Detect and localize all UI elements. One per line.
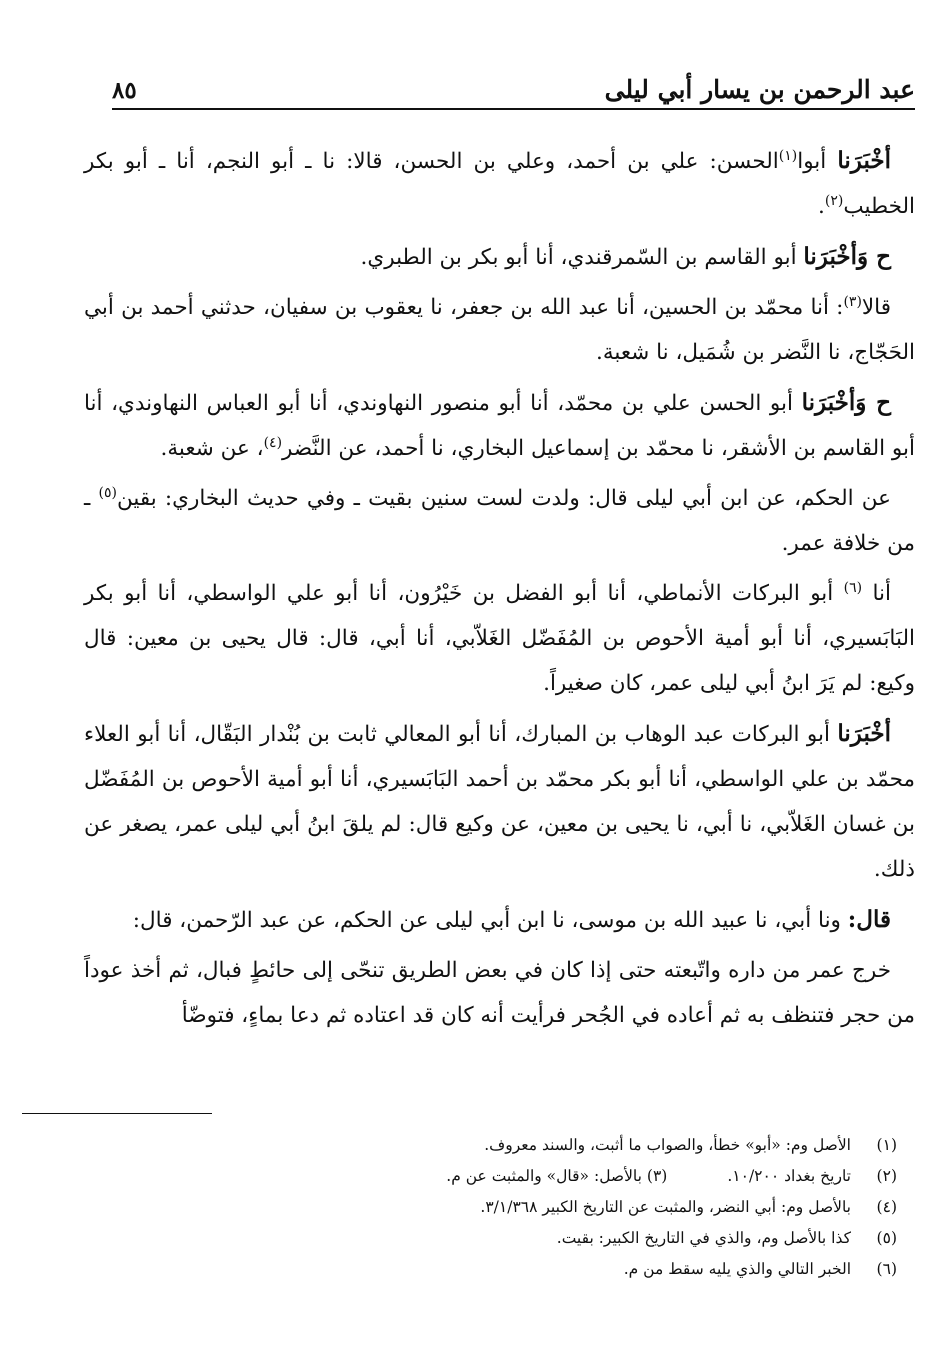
paragraph-text: ، عن شعبة. [160, 436, 264, 461]
footnote-ref[interactable]: (١) [778, 147, 798, 164]
main-text [84, 138, 915, 1043]
paragraph-text: ـ من خلافة عمر. [84, 486, 915, 556]
page-header [112, 68, 915, 110]
paragraph [84, 711, 915, 892]
footnote-text: الخبر التالي والذي يليه سقط من م. [623, 1260, 851, 1278]
paragraph [84, 234, 915, 280]
paragraph [84, 285, 915, 375]
footnote-pair [446, 1161, 851, 1192]
paragraph [84, 897, 915, 943]
paragraph-text: أبوا [797, 149, 827, 174]
footnote [60, 1192, 897, 1223]
paragraph-text: أبو القاسم بن السّمرقندي، أنا أبو بكر بن الطبري. [360, 245, 804, 270]
footnotes [60, 1130, 897, 1285]
paragraph-text: : أنا محمّد بن الحسين، أنا عبد الله بن جعفر، نا يعقوب بن سفيان، حدثني أحمد بن أبي الحَجّاج، نا النَّضر بن شُمَيل، نا شعبة. [84, 295, 915, 365]
footnote-ref[interactable]: (٦) [843, 579, 863, 596]
paragraph-lead: قال: [847, 906, 891, 933]
footnote-number: (١) [876, 1136, 897, 1154]
paragraph-text: . [818, 194, 825, 219]
paragraph-text: أبو البركات عبد الوهاب بن المبارك، أنا أبو المعالي ثابت بن بُنْدار البَقّال، أنا أبو العلاء محمّد بن علي الواسطي، أنا أبو بكر محمّد بن أحمد البَابَسيري، أنا أبو أمية الأحوص بن المُفَضّل بن غسان الغَلاّبي، نا أبي، نا يحيى بن معين، عن وكيع قال: لم يلقَ ابنُ أبي ليلى عمر، يصغر عن ذلك. [84, 722, 915, 882]
paragraph-text: أبو الحسن علي بن محمّد، أنا أبو منصور النهاوندي، أنا أبو العباس النهاوندي، أنا أبو القاسم بن الأشقر، نا محمّد بن إسماعيل البخاري، نا أحمد، عن النَّضر [84, 391, 915, 461]
footnote [60, 1130, 897, 1161]
footnote-number: (٤) [876, 1198, 897, 1216]
footnote-ref[interactable]: (٥) [98, 484, 117, 501]
paragraph [84, 571, 915, 706]
footnote-text: بالأصل وم: أبي النضر، والمثبت عن التاريخ الكبير ٣/١/٣٦٨. [480, 1198, 851, 1216]
paragraph [84, 948, 915, 1038]
paragraph-text: أنا [862, 581, 892, 606]
paragraph-text: عن الحكم، عن ابن أبي ليلى قال: ولدت لست سنين بقيت ـ وفي حديث البخاري: بقين [116, 486, 891, 511]
footnote [60, 1161, 897, 1192]
running-title: عبد الرحمن بن يسار أبي ليلى [604, 75, 915, 104]
footnote-ref[interactable]: (٤) [263, 434, 283, 451]
footnote [60, 1223, 897, 1254]
paragraph-lead: أخْبَرَنا [837, 147, 891, 174]
page-number: ٨٥ [112, 77, 137, 104]
paragraph [84, 380, 915, 471]
footnote-number: (٦) [876, 1260, 897, 1278]
footnote [60, 1254, 897, 1285]
footnote-number: (٥) [876, 1229, 897, 1247]
paragraph [84, 476, 915, 566]
footnote-number: (٣) [646, 1167, 668, 1185]
paragraph-text: قالا [861, 295, 891, 320]
paragraph-lead: ح وَأخْبَرَنا [801, 389, 891, 416]
paragraph-text: أبو البركات الأنماطي، أنا أبو الفضل بن خَيْرُون، أنا أبو علي الواسطي، أنا أبو بكر البَابَسيري، أنا أبو أمية الأحوص بن المُفَضّل الغَلاّبي، أنا أبي، قال: قال يحيى بن معين: قال وكيع: لم يَرَ ابنُ أبي ليلى عمر، كان صغيراً. [84, 581, 915, 696]
footnote-divider [22, 1113, 212, 1114]
paragraph-lead: أخْبَرَنا [837, 720, 891, 747]
footnote-text: بالأصل: «قال» والمثبت عن م. [446, 1167, 642, 1185]
paragraph [84, 138, 915, 229]
footnote-text: الأصل وم: «أبو» خطأ، والصواب ما أثبت، والسند معروف. [484, 1136, 851, 1154]
paragraph-text: ونا أبي، نا عبيد الله بن موسى، نا ابن أبي ليلى عن الحكم، عن عبد الرّحمن، قال: [132, 908, 848, 933]
footnote-text: كذا بالأصل وم، والذي في التاريخ الكبير: بقيت. [556, 1229, 851, 1247]
paragraph-lead: ح وَأخْبَرَنا [803, 243, 891, 270]
footnote-text: تاريخ بغداد ١٠/٢٠٠. [727, 1167, 851, 1185]
footnote-number: (٢) [876, 1167, 897, 1185]
footnote-ref[interactable]: (٢) [824, 192, 844, 209]
paragraph-text: الحسن: علي بن أحمد، وعلي بن الحسن، قالا: نا ـ أبو النجم، أنا ـ أبو بكر الخطيب [84, 149, 915, 219]
footnote-ref[interactable]: (٣) [843, 293, 862, 310]
paragraph-text: خرج عمر من داره واتّبعته حتى إذا كان في بعض الطريق تنحّى إلى حائطٍ فبال، ثم أخذ عوداً من حجر فتنظف به ثم أعاده في الجُحر فرأيت أنه كان قد اعتاده ثم دعا بماءٍ، فتوضّأ [84, 958, 915, 1028]
